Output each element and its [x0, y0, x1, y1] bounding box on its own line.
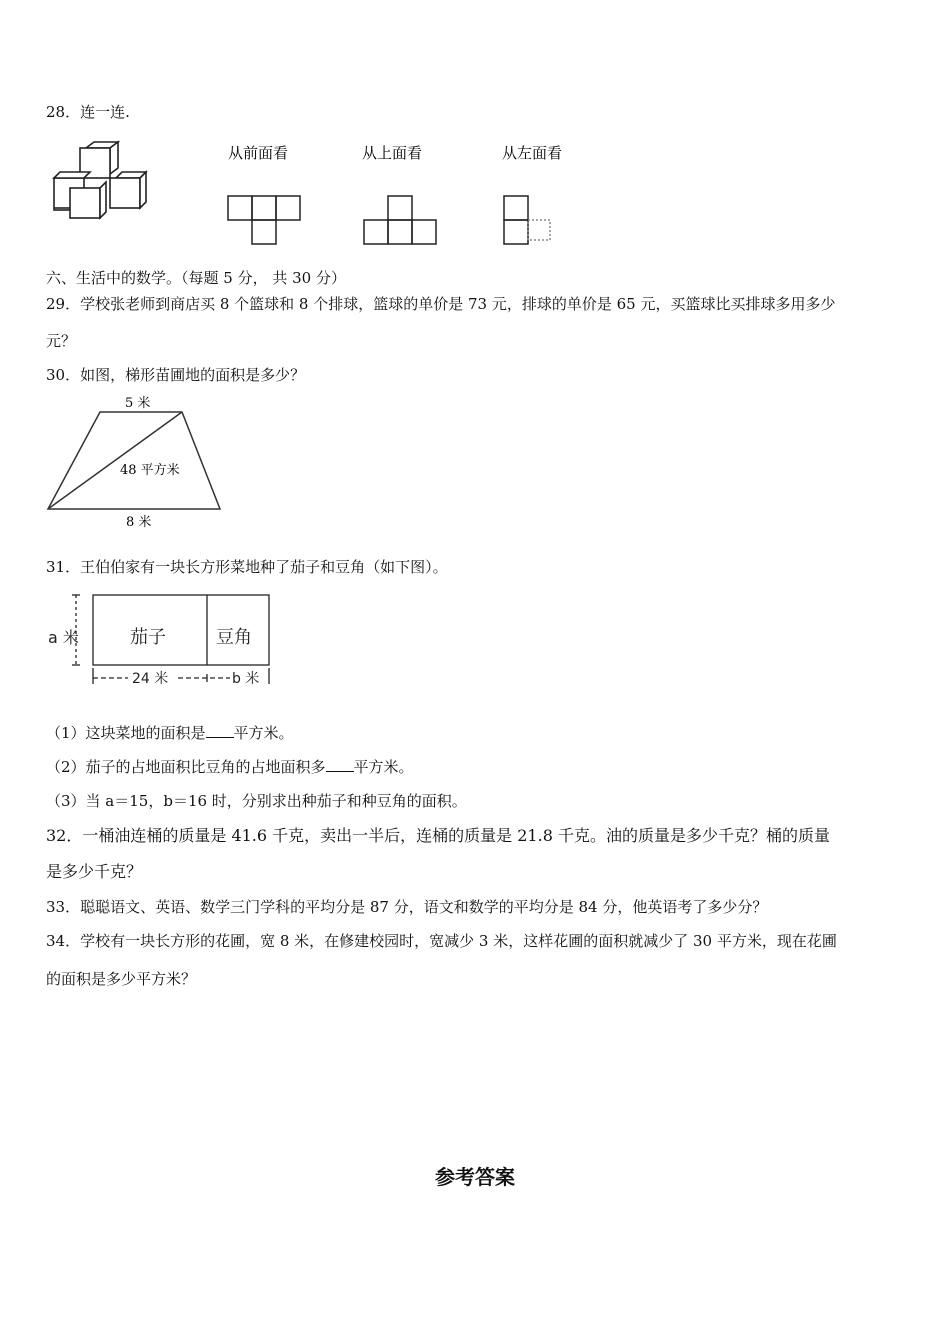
q30-text: 30．如图，梯形苗圃地的面积是多少？: [46, 366, 306, 384]
q31-sub2: [46, 757, 414, 777]
bottom-length-b-label: b 米: [232, 671, 260, 687]
trapezoid-area-label: 48 平方米: [120, 463, 180, 478]
q31-text: 31．王伯伯家有一块长方形菜地种了茄子和豆角（如下图）。: [46, 558, 448, 576]
top-view-label: 从上面看: [362, 144, 423, 162]
q29-line1: 29．学校张老师到商店买 8 个篮球和 8 个排球，篮球的单价是 73 元，排球的单价是 65 元，买篮球比买排球多用多少: [46, 295, 836, 313]
q31-sub1-suffix: 平方米。: [233, 724, 294, 742]
q31-sub1-prefix: （1）这块菜地的面积是: [46, 724, 206, 742]
q32-line1: 32．一桶油连桶的质量是 41.6 千克，卖出一半后，连桶的质量是 21.8 千克。油的质量是多少千克？桶的质量: [46, 826, 830, 845]
front-view-label: 从前面看: [228, 144, 289, 162]
q34-line2: 的面积是多少平方米？: [46, 970, 197, 988]
bottom-length-24-label: 24 米: [132, 671, 169, 687]
cube-stack-figure: [54, 142, 146, 218]
q29-line2: 元？: [46, 332, 77, 350]
q31-sub1: [46, 723, 294, 743]
left-view-shape: [504, 196, 550, 244]
bean-label: 豆角: [216, 627, 252, 648]
trapezoid-top-label: 5 米: [125, 396, 151, 411]
front-view-shape: [228, 196, 300, 244]
section-6-heading: 六、生活中的数学。（每题 5 分， 共 30 分）: [46, 269, 346, 287]
q28-figure: [46, 140, 586, 252]
q34-line1: 34．学校有一块长方形的花圃，宽 8 米，在修建校园时，宽减少 3 米，这样花圃的面积就减少了 30 平方米，现在花圃: [46, 932, 837, 950]
vegetable-plot-figure: [44, 588, 284, 692]
trapezoid-diagonal: [48, 412, 182, 509]
trapezoid-bottom-label: 8 米: [126, 515, 152, 530]
left-view-label: 从左面看: [502, 144, 563, 162]
q33-text: 33．聪聪语文、英语、数学三门学科的平均分是 87 分，语文和数学的平均分是 84 分，他英语考了多少分？: [46, 898, 768, 916]
q31-sub3: （3）当 a＝15，b＝16 时，分别求出种茄子和种豆角的面积。: [46, 792, 467, 810]
eggplant-label: 茄子: [130, 627, 166, 648]
answer-blank[interactable]: [206, 723, 234, 738]
q32-line2: 是多少千克？: [46, 862, 143, 881]
answer-section-title: 参考答案: [435, 1165, 515, 1189]
top-view-shape: [364, 196, 436, 244]
trapezoid-figure: [40, 392, 240, 532]
trapezoid-shape: [48, 412, 220, 509]
q28-text: 28．连一连.: [46, 103, 130, 121]
q31-sub2-suffix: 平方米。: [353, 758, 414, 776]
q31-sub2-prefix: （2）茄子的占地面积比豆角的占地面积多: [46, 758, 326, 776]
answer-blank[interactable]: [326, 757, 354, 772]
side-length-label: a 米: [48, 628, 79, 647]
